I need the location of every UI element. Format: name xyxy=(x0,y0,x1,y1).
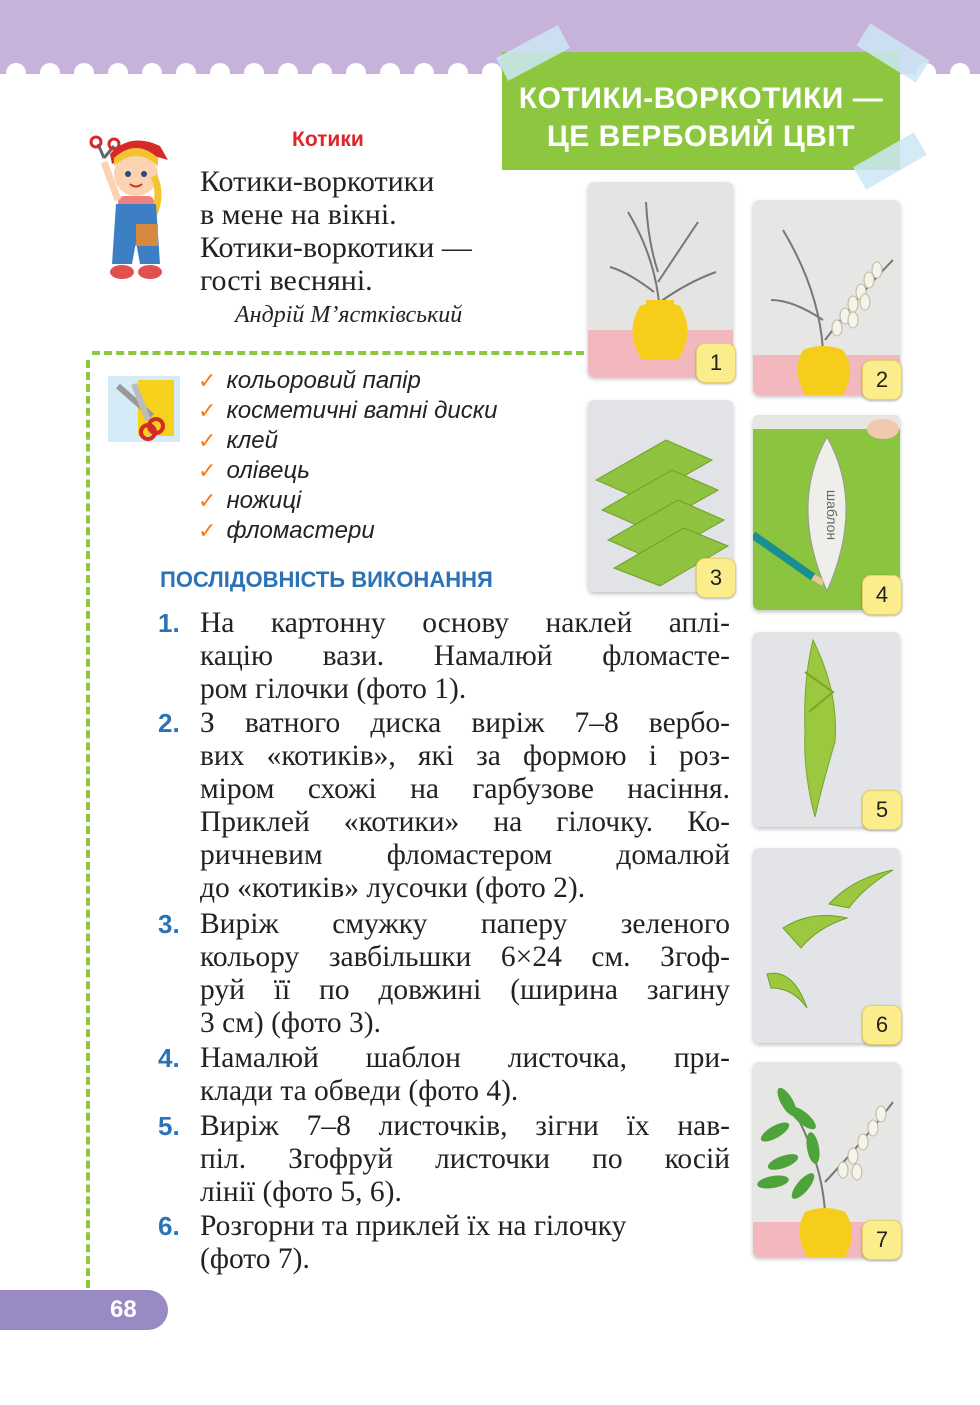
scallop-dot xyxy=(108,63,128,83)
materials-item-label: кольоровий папір xyxy=(226,367,421,394)
photo-badge: 5 xyxy=(862,790,902,830)
scallop-dot xyxy=(176,63,196,83)
step-number: 6. xyxy=(158,1211,180,1241)
step-number: 5. xyxy=(158,1111,180,1141)
step-line: Виріж 7–8 листочків, зігни їх нав- xyxy=(200,1110,730,1142)
poem-author: Андрій М’ястківський xyxy=(235,302,463,328)
scallop-dot xyxy=(74,63,94,83)
sequence-heading: ПОСЛІДОВНІСТЬ ВИКОНАННЯ xyxy=(160,567,493,592)
step-line: Розгорни та приклей їх на гілочку xyxy=(200,1210,627,1242)
scallop-dot xyxy=(448,63,468,83)
poem-line: в мене на вікні. xyxy=(200,198,397,231)
step-number: 2. xyxy=(158,708,180,738)
step-line: клади та обведи (фото 4). xyxy=(200,1075,519,1107)
step-line: На картонну основу наклей аплі- xyxy=(200,607,730,639)
photo-badge: 3 xyxy=(696,558,736,598)
scallop-dot xyxy=(278,63,298,83)
step-line: (фото 7). xyxy=(200,1243,310,1275)
scallop-dot xyxy=(380,63,400,83)
scallop-dot xyxy=(244,63,264,83)
poem-line: Котики-воркотики — xyxy=(200,231,472,264)
step-number: 3. xyxy=(158,909,180,939)
step-line: піл. Згофруй листочки по косій xyxy=(200,1143,730,1175)
template-label: шаблон xyxy=(824,489,840,541)
step-line: ричневим фломастером домалюй xyxy=(200,839,730,871)
materials-item-label: клей xyxy=(226,427,278,454)
step-line: Намалюй шаблон листочка, при- xyxy=(200,1042,730,1074)
girl-mascot-icon xyxy=(80,124,190,294)
page-title-line-2: ЦЕ ВЕРБОВИЙ ЦВІТ xyxy=(546,120,856,153)
scallop-dot xyxy=(346,63,366,83)
poem-line: Котики-воркотики xyxy=(200,165,435,198)
poem-line: гості весняні. xyxy=(200,264,373,297)
step-number: 1. xyxy=(158,608,180,638)
check-icon: ✓ xyxy=(198,458,217,483)
check-icon: ✓ xyxy=(198,398,217,423)
scallop-dot xyxy=(950,63,970,83)
photo-badge: 2 xyxy=(862,360,902,400)
step-line: міром схожі на гарбузове насіння. xyxy=(200,773,730,805)
photo-badge: 1 xyxy=(696,343,736,383)
page-number-tab xyxy=(0,1290,168,1330)
scallop-dot xyxy=(312,63,332,83)
materials-item xyxy=(198,366,421,396)
materials-item xyxy=(198,516,375,546)
dashed-frame-left xyxy=(86,360,90,1300)
photo-badge: 7 xyxy=(862,1220,902,1260)
photo-badge: 6 xyxy=(862,1005,902,1045)
materials-item xyxy=(198,486,301,516)
scallop-dot xyxy=(414,63,434,83)
check-icon: ✓ xyxy=(198,368,217,393)
materials-item-label: косметичні ватні диски xyxy=(226,397,498,424)
materials-item-label: ножиці xyxy=(226,487,302,514)
scallop-dot xyxy=(482,63,502,83)
materials-item xyxy=(198,396,497,426)
step-line: Приклей «котики» на гілочку. Ко- xyxy=(200,806,730,838)
step-line: до «котиків» лусочки (фото 2). xyxy=(200,872,586,904)
dashed-frame-top xyxy=(92,351,584,355)
step-line: кольору завбільшки 6×24 см. Згоф- xyxy=(200,941,730,973)
materials-item-label: олівець xyxy=(226,457,310,484)
page-title-line-1: КОТИКИ-ВОРКОТИКИ — xyxy=(518,82,884,115)
photo-badge: 4 xyxy=(862,575,902,615)
check-icon: ✓ xyxy=(198,488,217,513)
step-line: 3 см) (фото 3). xyxy=(200,1007,381,1039)
step-line: вих «котиків», які за формою і роз- xyxy=(200,740,730,772)
check-icon: ✓ xyxy=(198,428,217,453)
step-line: Виріж смужку паперу зеленого xyxy=(200,908,730,940)
step-line: лінії (фото 5, 6). xyxy=(200,1176,402,1208)
materials-item-label: фломастери xyxy=(226,517,375,544)
check-icon: ✓ xyxy=(198,518,217,543)
scissors-paper-icon xyxy=(108,376,180,442)
step-line: ром гілочки (фото 1). xyxy=(200,673,467,705)
materials-item xyxy=(198,456,310,486)
step-line: З ватного диска виріж 7–8 вербо- xyxy=(200,707,730,739)
scallop-dot xyxy=(210,63,230,83)
scallop-dot xyxy=(142,63,162,83)
page-number: 68 xyxy=(110,1296,137,1323)
step-line: руй її по довжині (ширина загину xyxy=(200,974,730,1006)
scallop-dot xyxy=(40,63,60,83)
step-number: 4. xyxy=(158,1043,180,1073)
step-line: кацію вази. Намалюй фломасте- xyxy=(200,640,730,672)
title-banner xyxy=(502,52,900,170)
materials-item xyxy=(198,426,278,456)
scallop-dot xyxy=(6,63,26,83)
poem-title: Котики xyxy=(292,128,364,151)
